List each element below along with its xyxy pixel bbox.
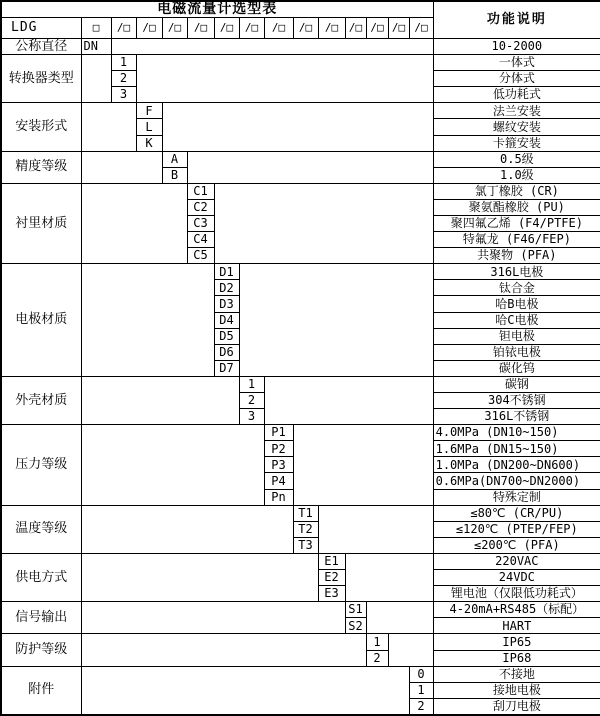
code-cell: S2 [345,618,366,634]
desc-cell: 锂电池（仅限低功耗式） [433,586,600,602]
blank-cell [239,264,433,377]
desc-cell: 钛合金 [433,280,600,296]
desc-cell: 哈C电极 [433,312,600,328]
desc-cell: 316L不锈钢 [433,409,600,425]
table-row [1,425,600,441]
code-cell: D1 [214,264,239,280]
code-cell: A [162,151,187,167]
code-cell: 2 [111,71,136,87]
table-row [1,505,600,521]
table-row [1,183,600,199]
code-cell: Pn [264,489,293,505]
desc-cell: 碳钢 [433,376,600,392]
desc-cell: 特氟龙 (F46/FEP) [433,232,600,248]
blank-cell [162,103,433,151]
code-cell: 2 [239,393,264,409]
code-cell: DN [81,38,111,54]
code-cell: T3 [293,537,318,553]
table-row [1,103,600,119]
blank-cell [264,376,433,424]
desc-cell: 碳化钨 [433,360,600,376]
model-code-slot: /□ [187,17,214,38]
desc-cell: 一体式 [433,55,600,71]
model-code-box: □ [81,17,111,38]
function-column-header: 功能说明 [433,1,600,38]
table-row [1,666,600,682]
table-row [1,264,600,280]
desc-cell: 螺纹安装 [433,119,600,135]
blank-cell [345,553,433,601]
page-title: 电磁流量计选型表 [1,1,433,17]
code-cell: 2 [409,698,433,715]
desc-cell: 刮刀电极 [433,698,600,715]
blank-cell [111,38,433,54]
code-cell: T2 [293,521,318,537]
desc-cell: 接地电极 [433,682,600,698]
blank-cell [81,553,318,601]
desc-cell: 不接地 [433,666,600,682]
desc-cell: 聚氨酯橡胶 (PU) [433,199,600,215]
blank-cell [81,602,345,634]
code-cell: C3 [187,215,214,231]
code-cell: T1 [293,505,318,521]
blank-cell [366,602,433,634]
category-cell: 温度等级 [1,505,81,553]
desc-cell: 0.5级 [433,151,600,167]
category-cell: 供电方式 [1,553,81,601]
desc-cell: 1.0MPa (DN200~DN600) [433,457,600,473]
desc-cell: 低功耗式 [433,87,600,103]
blank-cell [81,103,136,151]
blank-cell [81,264,214,377]
blank-cell [81,505,293,553]
blank-cell [388,634,433,666]
code-cell: E3 [318,586,345,602]
code-cell: L [136,119,162,135]
desc-cell: ≤200℃ (PFA) [433,537,600,553]
table-row [1,151,600,167]
desc-cell: 法兰安装 [433,103,600,119]
desc-cell: 铂铱电极 [433,344,600,360]
model-code-slot: /□ [264,17,293,38]
table-row [1,602,600,618]
desc-cell: 聚四氟乙烯 (F4/PTFE) [433,215,600,231]
code-cell: B [162,167,187,183]
table-row [1,38,600,54]
desc-cell: 304不锈钢 [433,393,600,409]
desc-cell: 24VDC [433,570,600,586]
blank-cell [81,55,111,103]
table-row [1,634,600,650]
blank-cell [318,505,433,553]
model-code-slot: /□ [366,17,388,38]
desc-cell: 哈B电极 [433,296,600,312]
blank-cell [81,666,409,715]
desc-cell: 4-20mA+RS485（标配） [433,602,600,618]
blank-cell [136,55,433,103]
code-cell: 1 [409,682,433,698]
desc-cell: IP65 [433,634,600,650]
blank-cell [81,634,366,666]
blank-cell [214,183,433,263]
desc-cell: 220VAC [433,553,600,569]
desc-cell: 卡箍安装 [433,135,600,151]
desc-cell: 10-2000 [433,38,600,54]
table-row [1,553,600,569]
category-cell: 防护等级 [1,634,81,666]
code-cell: 3 [239,409,264,425]
category-cell: 附件 [1,666,81,715]
category-cell: 信号输出 [1,602,81,634]
desc-cell: 钽电极 [433,328,600,344]
category-cell: 衬里材质 [1,183,81,263]
category-cell: 电极材质 [1,264,81,377]
code-cell: D6 [214,344,239,360]
model-code-slot: /□ [409,17,433,38]
code-cell: D3 [214,296,239,312]
desc-cell: ≤80℃ (CR/PU) [433,505,600,521]
code-cell: 1 [111,55,136,71]
blank-cell [293,425,433,505]
code-cell: C4 [187,232,214,248]
model-code-slot: /□ [318,17,345,38]
code-cell: 1 [239,376,264,392]
category-cell: 安装形式 [1,103,81,151]
code-cell: 1 [366,634,388,650]
blank-cell [81,425,264,505]
code-cell: 2 [366,650,388,666]
desc-cell: 分体式 [433,71,600,87]
code-cell: D7 [214,360,239,376]
code-cell: 0 [409,666,433,682]
code-cell: 3 [111,87,136,103]
desc-cell: IP68 [433,650,600,666]
category-cell: 公称直径 [1,38,81,54]
code-cell: K [136,135,162,151]
desc-cell: 4.0MPa (DN10~150) [433,425,600,441]
table-row [1,376,600,392]
category-cell: 转换器类型 [1,55,81,103]
model-code-slot: /□ [111,17,136,38]
category-cell: 精度等级 [1,151,81,183]
code-cell: D5 [214,328,239,344]
blank-cell [81,151,162,183]
model-code-slot: /□ [239,17,264,38]
desc-cell: 1.0级 [433,167,600,183]
model-code-slot: /□ [162,17,187,38]
desc-cell: 特殊定制 [433,489,600,505]
code-cell: P2 [264,441,293,457]
table-row [1,55,600,71]
desc-cell: 0.6MPa(DN700~DN2000) [433,473,600,489]
desc-cell: 316L电极 [433,264,600,280]
blank-cell [81,376,239,424]
code-cell: P3 [264,457,293,473]
code-cell: D2 [214,280,239,296]
code-cell: D4 [214,312,239,328]
desc-cell: HART [433,618,600,634]
blank-cell [81,183,187,263]
category-cell: 外壳材质 [1,376,81,424]
code-cell: E1 [318,553,345,569]
model-code-slot: /□ [214,17,239,38]
code-cell: C1 [187,183,214,199]
desc-cell: 1.6MPa (DN15~150) [433,441,600,457]
code-cell: P1 [264,425,293,441]
category-cell: 压力等级 [1,425,81,505]
code-cell: E2 [318,570,345,586]
desc-cell: ≤120℃ (PTEP/FEP) [433,521,600,537]
model-prefix: LDG [1,17,81,38]
code-cell: F [136,103,162,119]
code-cell: C2 [187,199,214,215]
model-code-slot: /□ [345,17,366,38]
code-cell: P4 [264,473,293,489]
blank-cell [187,151,433,183]
model-code-slot: /□ [136,17,162,38]
model-code-slot: /□ [388,17,409,38]
code-cell: C5 [187,248,214,264]
model-code-slot: /□ [293,17,318,38]
desc-cell: 共聚物 (PFA) [433,248,600,264]
desc-cell: 氯丁橡胶 (CR) [433,183,600,199]
code-cell: S1 [345,602,366,618]
